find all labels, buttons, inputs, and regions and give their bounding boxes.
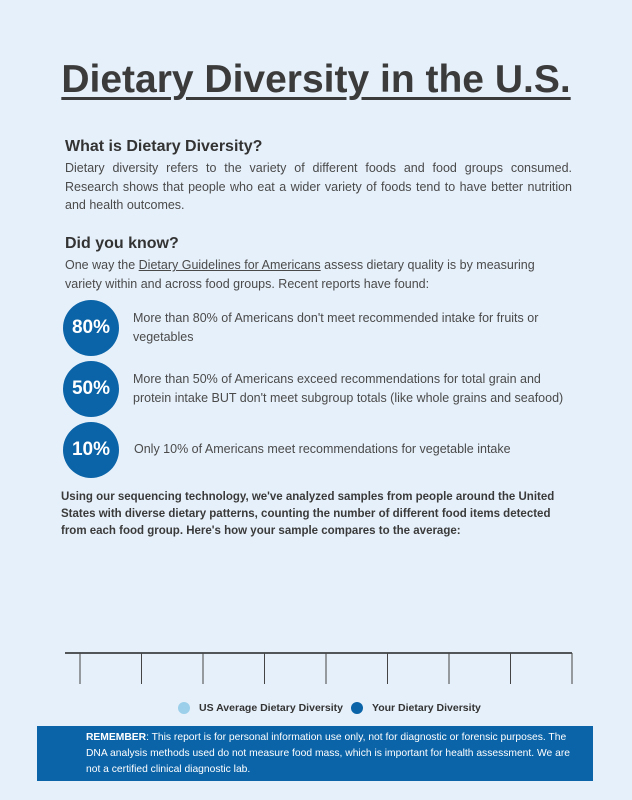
what-is-heading: What is Dietary Diversity? (65, 138, 263, 155)
stat-text-80: More than 80% of Americans don't meet recommended intake for fruits or vegetables (133, 311, 539, 344)
did-you-know-heading: Did you know? (65, 235, 179, 252)
chart-legend (178, 702, 481, 714)
stat-text-10: Only 10% of Americans meet recommendations for vegetable intake (134, 442, 511, 456)
legend-you-dot (351, 702, 363, 714)
did-you-know-text-after: assess dietary quality is by measuring variety within and across food groups. Recent reports have found: (65, 258, 535, 291)
legend-average-label: US Average Dietary Diversity (199, 702, 343, 714)
what-is-text: Dietary diversity refers to the variety of different foods and food groups consumed. Research shows that people who eat a wider variety of foods tend to have better nutrition and health outcomes. (65, 161, 572, 212)
disclaimer-label: REMEMBER (86, 732, 147, 743)
stat-circle-80: 80% (63, 300, 119, 356)
did-you-know-text-before: One way the (65, 258, 139, 272)
did-you-know-text (65, 256, 572, 293)
disclaimer-text (86, 730, 576, 778)
analysis-text: Using our sequencing technology, we've analyzed samples from people around the United States with diverse dietary patterns, counting the number of different food items detected from each food group. Here's how your sample compares to the average: (61, 491, 555, 537)
disclaimer-body: : This report is for personal information use only, not for diagnostic or forensic purposes. The DNA analysis methods used do not measure food mass, which is important for health assessment. We are not a certified clinical diagnostic lab. (86, 732, 570, 775)
disclaimer-footer (37, 726, 593, 781)
stat-circle-10: 10% (63, 422, 119, 478)
dietary-guidelines-link[interactable]: Dietary Guidelines for Americans (138, 258, 321, 272)
diversity-chart (0, 640, 632, 690)
stat-circle-50: 50% (63, 361, 119, 417)
stat-text-50: More than 50% of Americans exceed recommendations for total grain and protein intake BUT don't meet subgroup totals (like whole grains and seafood) (133, 372, 564, 405)
page-title: Dietary Diversity in the U.S. (61, 58, 571, 101)
legend-average-dot (178, 702, 190, 714)
legend-you-label: Your Dietary Diversity (371, 702, 481, 714)
